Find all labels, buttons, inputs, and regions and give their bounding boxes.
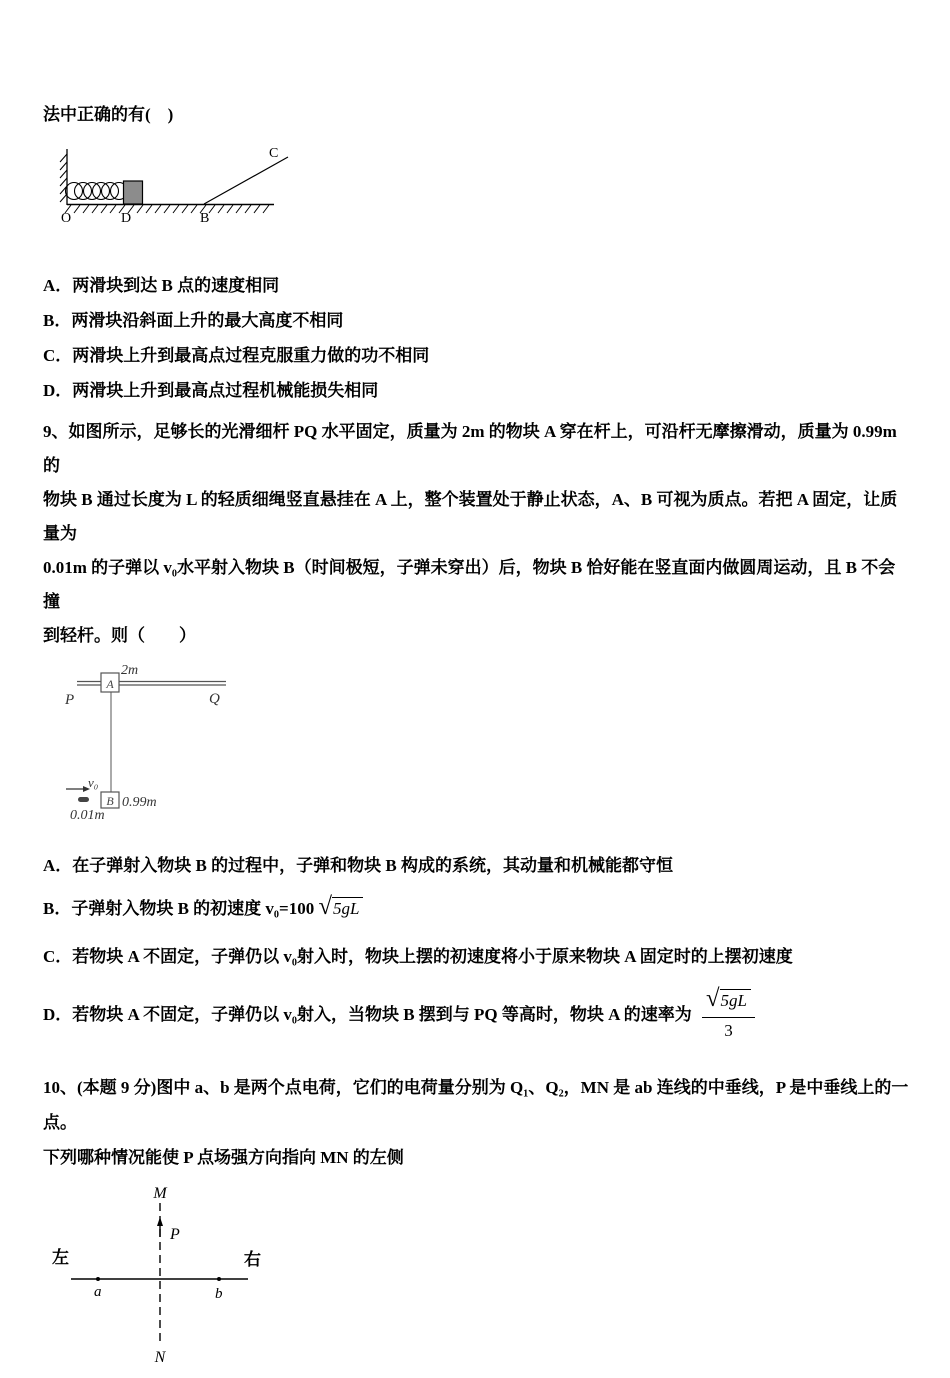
label-left: 左 bbox=[52, 1247, 69, 1267]
arrowhead-icon bbox=[157, 1217, 163, 1226]
bullet-arrow bbox=[66, 786, 90, 792]
fraction-expression bbox=[702, 983, 755, 1041]
spring-incline-diagram bbox=[57, 144, 910, 241]
charge-b-dot bbox=[217, 1277, 221, 1281]
charges-bisector-svg bbox=[45, 1183, 265, 1373]
label-P: P bbox=[65, 692, 75, 708]
rod-PQ bbox=[77, 682, 226, 686]
charges-bisector-diagram bbox=[45, 1183, 910, 1378]
q9-option-d bbox=[43, 987, 910, 1045]
label-right: 右 bbox=[244, 1249, 261, 1269]
q9-option-a: A．在子弹射入物块 B 的过程中，子弹和物块 B 构成的系统，其动量和机械能都守恒 bbox=[43, 856, 673, 875]
p-direction-arrow bbox=[157, 1217, 163, 1237]
sqrt-expression bbox=[318, 893, 363, 920]
q9-line-4: 到轻杆。则（ ） bbox=[43, 626, 196, 645]
ground-hatch bbox=[65, 205, 269, 213]
q8-option-d: D．两滑块上升到最高点过程机械能损失相同 bbox=[43, 381, 379, 400]
radical-sign: √ bbox=[318, 893, 332, 920]
question9-body bbox=[43, 415, 910, 653]
rod-pendulum-diagram bbox=[57, 661, 910, 831]
label-N: N bbox=[154, 1348, 166, 1366]
radicand: 5gL bbox=[720, 989, 751, 1010]
q8-option-c: C．两滑块上升到最高点过程克服重力做的功不相同 bbox=[43, 346, 430, 365]
label-P: P bbox=[170, 1225, 180, 1243]
incline-line bbox=[204, 157, 288, 204]
v0-label: v₀ bbox=[88, 775, 99, 790]
radical-sign: √ bbox=[706, 985, 720, 1012]
label-a: a bbox=[94, 1283, 102, 1300]
wall bbox=[60, 149, 67, 205]
label-D: D bbox=[121, 211, 132, 226]
block-A-label: A bbox=[106, 677, 114, 691]
q9-option-b bbox=[43, 890, 910, 926]
q9-line-2: 物块 B 通过长度为 L 的轻质细绳竖直悬挂在 A 上，整个装置处于静止状态，A、B 可视为质点。若把 A 固定，让质量为 bbox=[43, 490, 898, 543]
label-Q: Q bbox=[209, 691, 220, 707]
q9-line-1: 9、如图所示，足够长的光滑细杆 PQ 水平固定，质量为 2m 的物块 A 穿在杆上，可沿杆无摩擦滑动，质量为 0.99m 的 bbox=[43, 422, 897, 475]
q9-option-b-text: B．子弹射入物块 B 的初速度 v₀=100 bbox=[43, 899, 315, 918]
q9-option-d-text: D．若物块 A 不固定，子弹仍以 v₀射入，当物块 B 摆到与 PQ 等高时，物块 A 的速率为 bbox=[43, 1004, 692, 1024]
spring-incline-svg bbox=[57, 144, 297, 236]
slider-block bbox=[124, 181, 143, 204]
q9-line-3: 0.01m 的子弹以 v₀水平射入物块 B（时间极短，子弹未穿出）后，物块 B 恰好能在竖直面内做圆周运动，且 B 不会撞 bbox=[43, 558, 896, 611]
q8-option-a: A．两滑块到达 B 点的速度相同 bbox=[43, 276, 280, 295]
q9-option-c: C．若物块 A 不固定，子弹仍以 v₀射入时，物块上摆的初速度将小于原来物块 A 固定时的上摆初速度 bbox=[43, 947, 793, 966]
charge-a-dot bbox=[96, 1277, 100, 1281]
label-O: O bbox=[61, 211, 72, 226]
q10-line-1: 10、(本题 9 分)图中 a、b 是两个点电荷，它们的电荷量分别为 Q₁、Q₂，MN 是 ab 连线的中垂线，P 是中垂线上的一点。 bbox=[43, 1077, 909, 1132]
label-M: M bbox=[153, 1184, 167, 1202]
bullet-mass-label: 0.01m bbox=[70, 808, 105, 823]
fraction-denominator: 3 bbox=[724, 1021, 733, 1041]
label-C: C bbox=[269, 146, 279, 161]
question8-intro: 法中正确的有( ) bbox=[43, 105, 174, 124]
mass-B-label: 0.99m bbox=[122, 795, 157, 810]
block-B-label: B bbox=[106, 794, 114, 808]
rod-pendulum-svg bbox=[57, 661, 242, 826]
question9-options bbox=[43, 851, 910, 1045]
label-b: b bbox=[215, 1285, 223, 1302]
fraction-numerator bbox=[702, 983, 755, 1018]
bullet bbox=[78, 797, 89, 802]
mass-A-label: 2m bbox=[121, 663, 139, 678]
radicand: 5gL bbox=[332, 897, 363, 918]
spring bbox=[66, 183, 128, 200]
q10-line-2: 下列哪种情况能使 P 点场强方向指向 MN 的左侧 bbox=[43, 1147, 404, 1167]
question10-body bbox=[43, 1070, 910, 1175]
q8-option-b: B．两滑块沿斜面上升的最大高度不相同 bbox=[43, 311, 344, 330]
question8-options bbox=[43, 271, 910, 400]
label-B: B bbox=[200, 211, 210, 226]
